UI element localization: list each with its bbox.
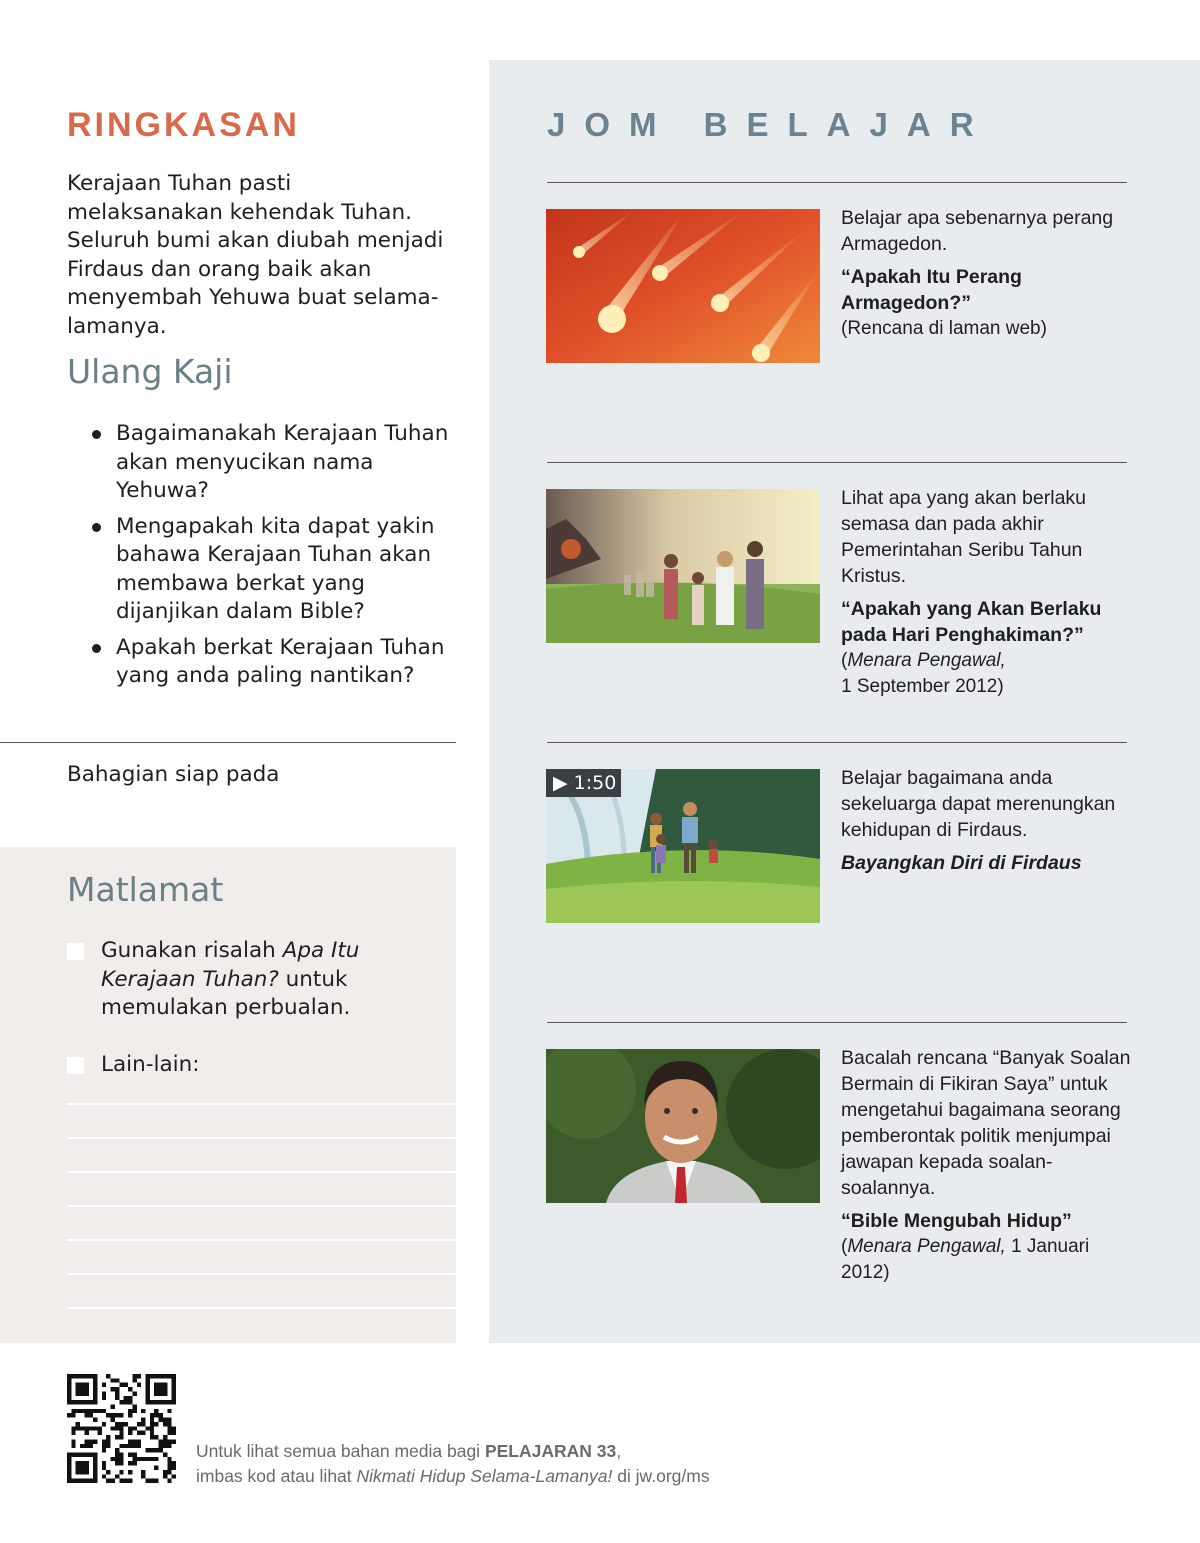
footer-note: [196, 1439, 710, 1489]
goal-item-other: [67, 1051, 200, 1080]
entry-title[interactable]: “Bible Mengubah Hidup”: [841, 1210, 1072, 1232]
summary-text: Kerajaan Tuhan pasti melaksanakan kehendak Tuhan. Seluruh bumi akan diubah menjadi Firdaus dan orang baik akan menyembah Yehuwa buat selama-lamanya.: [67, 171, 444, 339]
review-item: [92, 420, 457, 506]
bullet-icon: [92, 430, 101, 439]
review-item-text: Apakah berkat Kerajaan Tuhan yang anda paling nantikan?: [116, 634, 445, 688]
writing-line[interactable]: [67, 1273, 456, 1275]
paradise-video-thumbnail[interactable]: [546, 769, 820, 923]
completion-label: Bahagian siap pada: [67, 762, 280, 787]
review-item: [92, 634, 457, 691]
footer-line-1: Untuk lihat semua bahan media bagi PELAJARAN 33,: [196, 1441, 622, 1461]
bullet-icon: [92, 523, 101, 532]
entry-source: (Menara Pengawal, 1 September 2012): [841, 650, 1006, 697]
divider: [547, 1022, 1127, 1023]
study-entry-judgment-day: [841, 485, 1141, 700]
entry-title[interactable]: “Apakah Itu Perang Armagedon?”: [841, 266, 1022, 314]
review-heading: Ulang Kaji: [67, 352, 233, 391]
entry-description: Bacalah rencana “Banyak Soalan Bermain di Fikiran Saya” untuk mengetahui bagaimana seorang pemberontak politik menjumpai jawapan kepada soalan-soalannya.: [841, 1047, 1131, 1199]
play-icon: ▶: [553, 772, 568, 794]
review-item-text: Mengapakah kita dapat yakin bahawa Kerajaan Tuhan akan membawa berkat yang dijanjikan dalam Bible?: [116, 513, 435, 624]
divider: [0, 742, 456, 743]
divider: [547, 742, 1127, 743]
entry-description: Lihat apa yang akan berlaku semasa dan pada akhir Pemerintahan Seribu Tahun Kristus.: [841, 487, 1087, 587]
goal-item-text: Lain-lain:: [101, 1052, 200, 1077]
writing-line[interactable]: [67, 1307, 456, 1309]
video-duration: 1:50: [573, 772, 617, 794]
writing-line[interactable]: [67, 1171, 456, 1173]
goal-heading: Matlamat: [67, 870, 224, 909]
summary-heading: RINGKASAN: [67, 106, 300, 144]
portrait-image[interactable]: [546, 1049, 820, 1203]
study-entry-armageddon: [841, 205, 1141, 342]
entry-description: Belajar apa sebenarnya perang Armagedon.: [841, 207, 1114, 255]
footer-line-2: imbas kod atau lihat Nikmati Hidup Selama-Lamanya! di jw.org/ms: [196, 1466, 710, 1486]
entry-title[interactable]: Bayangkan Diri di Firdaus: [841, 852, 1082, 874]
study-heading: JOM BELAJAR: [547, 106, 993, 143]
divider: [547, 462, 1127, 463]
entry-source: (Menara Pengawal, 1 Januari 2012): [841, 1236, 1090, 1283]
goal-panel: [0, 847, 456, 1343]
bullet-icon: [92, 644, 101, 653]
video-duration-badge[interactable]: [546, 769, 621, 797]
divider: [547, 182, 1127, 183]
goal-item-brochure: [67, 937, 427, 1023]
study-entry-bible-changes-lives: [841, 1045, 1141, 1286]
judgment-day-image[interactable]: [546, 489, 820, 643]
entry-title[interactable]: “Apakah yang Akan Berlaku pada Hari Penghakiman?”: [841, 598, 1102, 646]
checkbox[interactable]: [67, 1057, 84, 1074]
qr-code-icon[interactable]: [67, 1374, 176, 1483]
goal-item-text: Gunakan risalah Apa Itu Kerajaan Tuhan? untuk memulakan perbualan.: [101, 938, 360, 1020]
writing-line[interactable]: [67, 1137, 456, 1139]
entry-description: Belajar bagaimana anda sekeluarga dapat merenungkan kehidupan di Firdaus.: [841, 767, 1116, 841]
writing-line[interactable]: [67, 1239, 456, 1241]
writing-line[interactable]: [67, 1205, 456, 1207]
checkbox[interactable]: [67, 943, 84, 960]
review-list: [92, 420, 457, 698]
review-item: [92, 513, 457, 627]
entry-source: (Rencana di laman web): [841, 318, 1047, 339]
writing-line[interactable]: [67, 1103, 456, 1105]
meteor-image[interactable]: [546, 209, 820, 363]
review-item-text: Bagaimanakah Kerajaan Tuhan akan menyucikan nama Yehuwa?: [116, 421, 449, 503]
study-entry-paradise-video: [841, 765, 1141, 876]
